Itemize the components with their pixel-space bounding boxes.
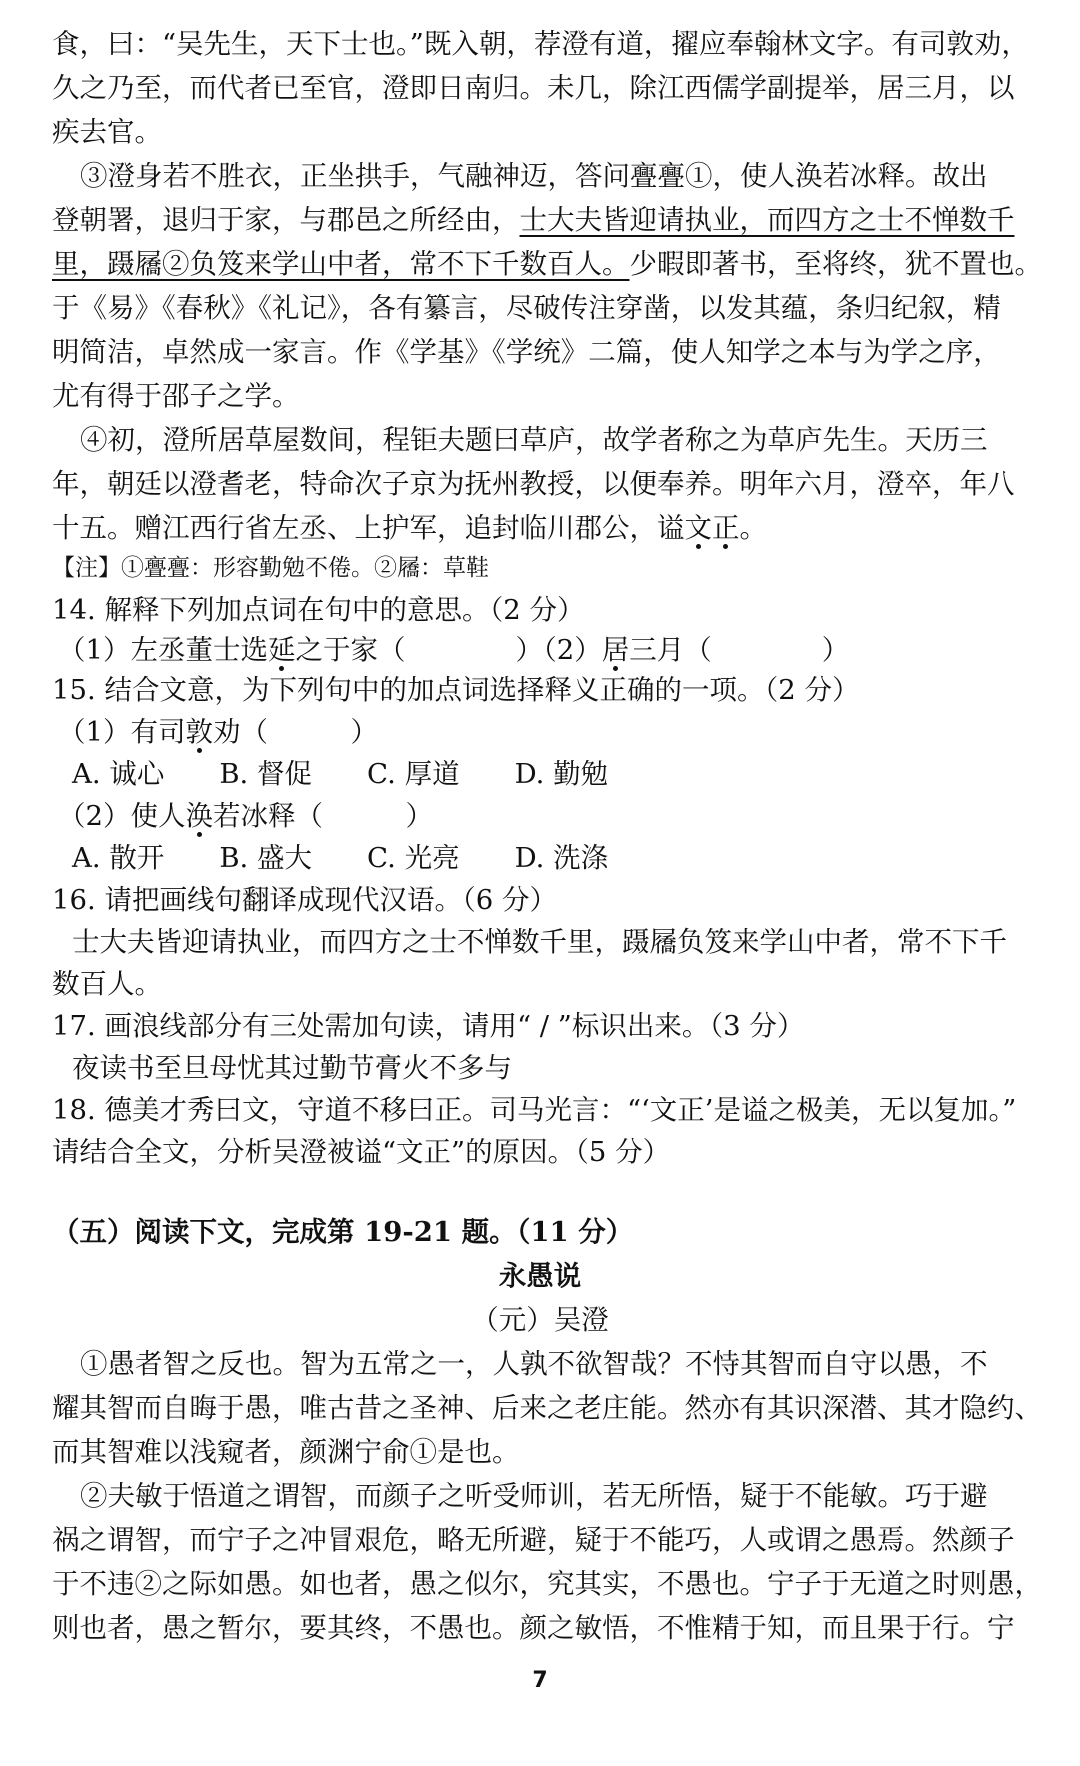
passage-line: 久之乃至，而代者已至官，澄即日南归。未几，除江西儒学副提举，居三月，以 bbox=[52, 72, 1015, 104]
passage-line: 明简洁，卓然成一家言。作《学基》《学统》二篇，使人知学之本与为学之序， bbox=[52, 336, 1001, 368]
page-number: 7 bbox=[532, 1668, 548, 1693]
passage-line: 食，曰：“吴先生，天下士也。”既入朝，荐澄有道，擢应奉翰林文字。有司敦劝， bbox=[52, 28, 1029, 60]
passage-line: 里，蹑屩②负笈来学山中者，常不下千数百人。少暇即著书，至将终，犹不置也。 bbox=[52, 248, 1042, 280]
dotted-char: 延 bbox=[268, 634, 296, 666]
passage-paragraph-3: ③澄身若不胜衣，正坐拱手，气融神迈，答问亹亹①，使人涣若冰释。故出 bbox=[80, 160, 988, 192]
question-18: 请结合全文，分析吴澄被谥“文正”的原因。（5 分） bbox=[52, 1136, 671, 1168]
question-14-items: （1）左丞董士选延之于家（ ）（2）居三月（ ） bbox=[58, 634, 850, 666]
question-16-sentence: 数百人。 bbox=[52, 968, 162, 1000]
section-heading: （五）阅读下文，完成第 19-21 题。（11 分） bbox=[52, 1216, 634, 1248]
dotted-char: 涣 bbox=[185, 800, 213, 832]
question-16: 16. 请把画线句翻译成现代汉语。（6 分） bbox=[52, 884, 557, 916]
dotted-char: 正 bbox=[712, 512, 740, 544]
dotted-char: 文 bbox=[684, 512, 712, 544]
question-15: 15. 结合文意，为下列句中的加点词选择释义正确的一项。（2 分） bbox=[52, 674, 860, 706]
essay-line: 耀其智而自晦于愚，唯古昔之圣神、后来之老庄能。然亦有其识深潜、其才隐约、 bbox=[52, 1392, 1042, 1424]
question-17-sentence: 夜读书至旦母忧其过勤节膏火不多与 bbox=[72, 1052, 512, 1084]
dotted-char: 敦 bbox=[185, 716, 213, 748]
underlined-sentence: 里，蹑屩②负笈来学山中者，常不下千数百人。 bbox=[52, 248, 630, 280]
essay-title: 永愚说 bbox=[498, 1260, 582, 1292]
annotation-note: 【注】①亹亹：形容勤勉不倦。②屩：草鞋 bbox=[52, 555, 489, 581]
essay-author: （元）吴澄 bbox=[471, 1304, 609, 1336]
essay-paragraph-1: ①愚者智之反也。智为五常之一，人孰不欲智哉？不恃其智而自守以愚，不 bbox=[80, 1348, 988, 1380]
dotted-char: 居 bbox=[601, 634, 630, 666]
essay-line: 则也者，愚之暂尔，要其终，不愚也。颜之敏悟，不惟精于知，而且果于行。宁 bbox=[52, 1612, 1015, 1644]
essay-line: 而其智难以浅窥者，颜渊宁俞①是也。 bbox=[52, 1436, 520, 1468]
essay-line: 祸之谓智，而宁子之冲冒艰危，略无所避，疑于不能巧，人或谓之愚焉。然颜子 bbox=[52, 1524, 1015, 1556]
question-16-sentence: 士大夫皆迎请执业，而四方之士不惮数千里，蹑屩负笈来学山中者，常不下千 bbox=[72, 926, 1007, 958]
question-15-2: （2）使人涣若冰释（ ） bbox=[58, 800, 433, 832]
passage-line: 年，朝廷以澄耆老，特命次子京为抚州教授，以便奉养。明年六月，澄卒，年八 bbox=[52, 468, 1015, 500]
question-18: 18. 德美才秀曰文，守道不移曰正。司马光言：“‘文正’是谥之极美，无以复加。” bbox=[52, 1094, 1017, 1126]
question-15-1-options: A. 诚心 B. 督促 C. 厚道 D. 勤勉 bbox=[72, 758, 609, 790]
essay-line: 于不违②之际如愚。如也者，愚之似尔，究其实，不愚也。宁子于无道之时则愚， bbox=[52, 1568, 1042, 1600]
question-17: 17. 画浪线部分有三处需加句读，请用“ / ”标识出来。（3 分） bbox=[52, 1010, 805, 1042]
passage-line: 尤有得于邵子之学。 bbox=[52, 380, 300, 412]
underlined-sentence: 士大夫皆迎请执业，而四方之士不惮数千 bbox=[519, 204, 1015, 236]
passage-line: 于《易》《春秋》《礼记》，各有纂言，尽破传注穿凿，以发其蕴，条归纪叙，精 bbox=[52, 292, 1001, 324]
question-14: 14. 解释下列加点词在句中的意思。（2 分） bbox=[52, 594, 585, 626]
passage-line: 疾去官。 bbox=[52, 116, 162, 148]
passage-paragraph-4: ④初，澄所居草屋数间，程钜夫题曰草庐，故学者称之为草庐先生。天历三 bbox=[80, 424, 988, 456]
question-15-1: （1）有司敦劝（ ） bbox=[58, 716, 378, 748]
passage-line: 十五。赠江西行省左丞、上护军，追封临川郡公，谥文正。 bbox=[52, 512, 767, 544]
question-15-2-options: A. 散开 B. 盛大 C. 光亮 D. 洗涤 bbox=[72, 842, 609, 874]
passage-line: 登朝署，退归于家，与郡邑之所经由，士大夫皆迎请执业，而四方之士不惮数千 bbox=[52, 204, 1015, 236]
essay-paragraph-2: ②夫敏于悟道之谓智，而颜子之听受师训，若无所悟，疑于不能敏。巧于避 bbox=[80, 1480, 988, 1512]
